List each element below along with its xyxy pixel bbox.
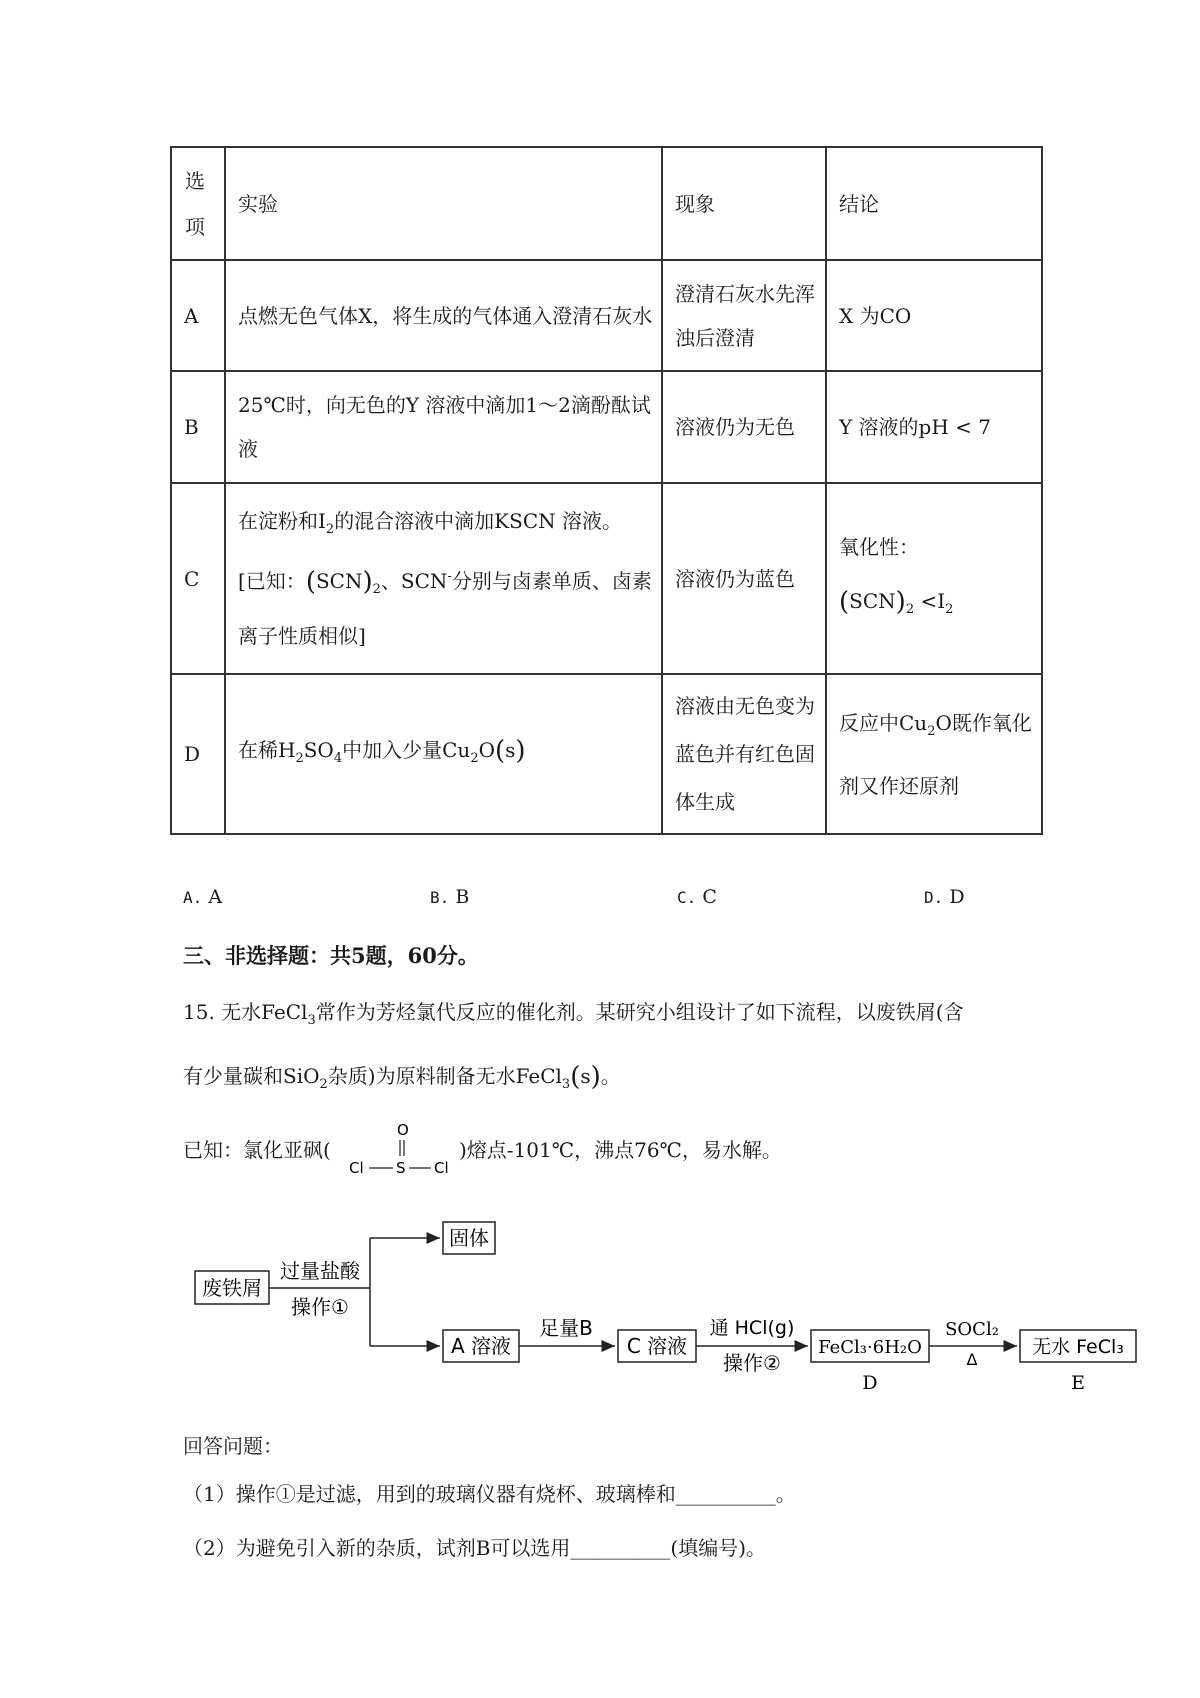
row-conclusion: Y 溶液的pH < 7 (826, 371, 1042, 483)
socl2-cl-right: Cl (434, 1159, 449, 1177)
step4-reagent: SOCl₂ (945, 1319, 999, 1340)
row-phenomenon: 溶液仍为无色 (662, 371, 826, 483)
table-row-c (171, 483, 1042, 674)
row-conclusion: 反应中$Cu_2O$既作氧化剂又作还原剂 (826, 674, 1042, 834)
sub-question-2: （2）为避免引入新的杂质，试剂B可以选用__________(填编号)。 (183, 1536, 767, 1560)
option-c[interactable]: C. C (677, 886, 717, 908)
box-e-label: 无水 FeCl₃ (1032, 1336, 1124, 1358)
row-conclusion: 氧化性： $(SCN)_2 <I_2$ (826, 483, 1042, 674)
socl2-sulfur: S (396, 1159, 406, 1177)
row-experiment: 在稀$H_2SO_4$中加入少量$Cu_2O(s)$ (225, 674, 662, 834)
section-heading: 三、非选择题：共5题，60分。 (183, 943, 479, 968)
row-experiment: 25℃时，向无色的Y 溶液中滴加1～2滴酚酞试液 (225, 371, 662, 483)
q15-known-tail: )熔点-101℃，沸点76℃，易水解。 (459, 1138, 782, 1162)
table-row-a (171, 260, 1042, 371)
q15-line2: 有少量碳和SiO$_2$杂质)为原料制备无水FeCl$_3$(s)。 (183, 1062, 621, 1092)
row-phenomenon: 澄清石灰水先浑浊后澄清 (662, 260, 826, 371)
box-a-solution-label: A 溶液 (450, 1334, 512, 1358)
row-option: B (171, 371, 225, 483)
header-experiment: 实验 (225, 147, 662, 260)
row-option: C (171, 483, 225, 674)
row-phenomenon: 溶液由无色变为蓝色并有红色固体生成 (662, 674, 826, 834)
sub-question-1: （1）操作①是过滤，用到的玻璃仪器有烧杯、玻璃棒和__________。 (183, 1482, 796, 1506)
option-b[interactable]: B. B (430, 886, 470, 908)
row-experiment: 点燃无色气体X，将生成的气体通入澄清石灰水 (225, 260, 662, 371)
row-conclusion: X 为CO (826, 260, 1042, 371)
step2-reagent: 足量B (539, 1316, 593, 1340)
header-phenomenon: 现象 (662, 147, 826, 260)
step3-operation: 操作② (723, 1351, 781, 1375)
socl2-oxygen: O (397, 1121, 409, 1139)
option-a[interactable]: A. A (183, 886, 223, 908)
row-phenomenon: 溶液仍为蓝色 (662, 483, 826, 674)
step1-operation: 操作① (291, 1295, 349, 1319)
step4-condition: Δ (966, 1350, 978, 1369)
label-d: D (862, 1372, 878, 1394)
answer-intro: 回答问题： (183, 1434, 283, 1458)
row-option: A (171, 260, 225, 371)
process-flowchart (185, 1208, 1175, 1408)
row-experiment: 在淀粉和$I_2$的混合溶液中滴加KSCN 溶液。 [已知：$(SCN)_2$、SCN-分别与卤素单质、卤素离子性质相似] (225, 483, 662, 674)
box-solid-label: 固体 (449, 1226, 489, 1250)
box-waste-iron-label: 废铁屑 (202, 1276, 262, 1300)
experiment-table (170, 146, 1043, 835)
box-c-solution-label: C 溶液 (626, 1334, 688, 1358)
table-row-b (171, 371, 1042, 483)
header-option: 选项 (171, 147, 225, 260)
box-d-label: FeCl₃·6H₂O (818, 1337, 922, 1358)
label-e: E (1071, 1372, 1085, 1394)
q15-line1: 15. 无水FeCl$_3$常作为芳烃氯代反应的催化剂。某研究小组设计了如下流程，以废铁屑(含 (183, 1000, 964, 1028)
table-header-row (171, 147, 1042, 260)
step1-reagent: 过量盐酸 (280, 1259, 360, 1283)
row-option: D (171, 674, 225, 834)
socl2-structure (345, 1120, 457, 1178)
header-conclusion: 结论 (826, 147, 1042, 260)
q15-known: 已知：氯化亚砜( (183, 1138, 331, 1162)
step3-reagent: 通 HCl(g) (709, 1317, 795, 1339)
option-d[interactable]: D. D (924, 886, 965, 908)
socl2-cl-left: Cl (349, 1159, 364, 1177)
table-row-d (171, 674, 1042, 834)
